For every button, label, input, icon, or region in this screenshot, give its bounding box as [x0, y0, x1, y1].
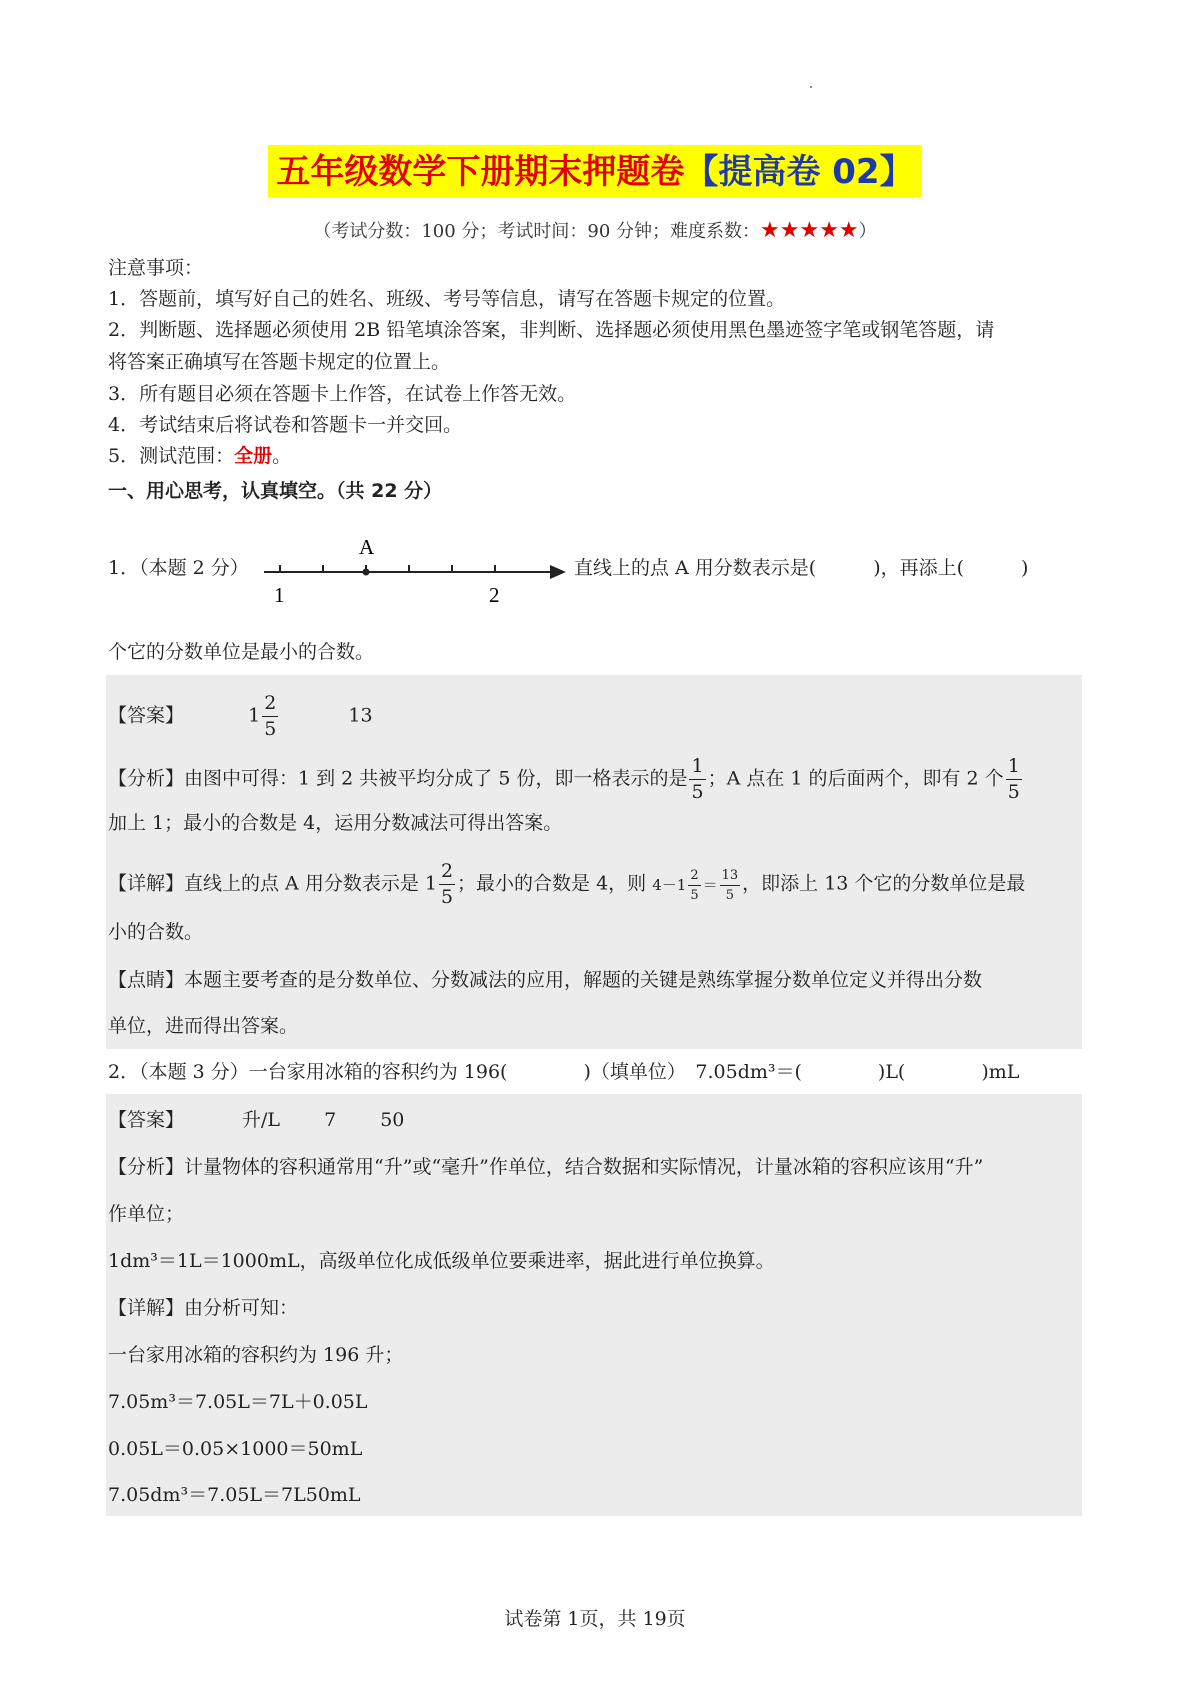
q2-analysis — [108, 1155, 983, 1179]
q2-question: 2．（本题 3 分）一台家用冰箱的容积约为 196( )（填单位） 7.05dm³＝( )L( )mL — [108, 1061, 1020, 1083]
q1-analysis-cont: 加上 1；最小的合数是 4，运用分数减法可得出答案。 — [108, 812, 563, 834]
answer-numerator: 2 — [262, 694, 278, 717]
q1-point-cont: 单位，进而得出答案。 — [108, 1015, 299, 1037]
frac-num: 2 — [688, 869, 700, 886]
q2-detail-line-4: 0.05L＝0.05×1000＝50mL — [108, 1438, 363, 1460]
note-2-cont: 将答案正确填写在答题卡规定的位置上。 — [108, 351, 451, 373]
note-5 — [108, 444, 291, 468]
frac-num: 1 — [689, 757, 705, 780]
frac-den: 5 — [690, 888, 699, 903]
point-a-marker — [363, 569, 370, 576]
q2-analysis-cont: 作单位； — [108, 1203, 185, 1225]
answer-second: 13 — [348, 704, 373, 727]
answer-tag: 【答案】 — [108, 704, 185, 727]
answer-values: 升/L 7 50 — [242, 1109, 405, 1131]
detail-tag: 【详解】 — [108, 872, 185, 895]
analysis-tag: 【分析】 — [108, 767, 185, 790]
detail-text-3: ，即添上 13 个它的分数单位是最 — [742, 872, 1026, 895]
tick-label-1: 1 — [274, 583, 285, 607]
answer-fraction — [262, 694, 278, 739]
tick-label-2: 2 — [489, 583, 500, 607]
expr-eq: ＝ — [702, 875, 718, 894]
exam-info-close: ） — [858, 221, 877, 242]
note-3: 3．所有题目必须在答题卡上作答，在试卷上作答无效。 — [108, 383, 577, 405]
q1-detail — [108, 862, 1025, 907]
q2-detail-line-3: 7.05m³＝7.05L＝7L＋0.05L — [108, 1391, 368, 1413]
q2-detail-line-2: 一台家用冰箱的容积约为 196 升； — [108, 1344, 404, 1366]
analysis-tag: 【分析】 — [108, 1156, 185, 1178]
analysis-text-1: 由图中可得：1 到 2 共被平均分成了 5 份，即一格表示的是 — [184, 767, 688, 790]
q1-question-text: 直线上的点 A 用分数表示是( )，再添上( ) — [574, 557, 1029, 579]
detail-text-1: 直线上的点 A 用分数表示是 1 — [184, 872, 437, 895]
stray-dot — [810, 86, 812, 88]
point-a-label: A — [359, 535, 375, 559]
answer-tag: 【答案】 — [108, 1109, 185, 1131]
q1-analysis — [108, 757, 1024, 802]
fraction-two-fifths — [439, 862, 455, 907]
frac-den: 5 — [1007, 781, 1020, 803]
answer-denominator: 5 — [264, 718, 277, 740]
q2-detail-line-5: 7.05dm³＝7.05L＝7L50mL — [108, 1484, 361, 1506]
analysis-text: 计量物体的容积通常用“升”或“毫升”作单位，结合数据和实际情况，计量冰箱的容积应该用“升” — [184, 1156, 984, 1178]
notes-heading: 注意事项： — [108, 257, 204, 279]
page-footer: 试卷第 1页，共 19页 — [504, 1608, 686, 1630]
detail-tag: 【详解】 — [108, 1297, 185, 1319]
note-4: 4．考试结束后将试卷和答题卡一并交回。 — [108, 414, 463, 436]
frac-num: 13 — [720, 869, 741, 886]
expr-result — [720, 869, 741, 902]
point-text: 本题主要考查的是分数单位、分数减法的应用，解题的关键是熟练掌握分数单位定义并得出分数 — [184, 969, 983, 991]
q1-detail-cont: 小的合数。 — [108, 921, 204, 943]
expr-part: 4－1 — [652, 875, 687, 894]
q1-question-cont: 个它的分数单位是最小的合数。 — [108, 641, 375, 663]
q2-detail — [108, 1296, 298, 1320]
note-5-prefix: 5．测试范围： — [108, 445, 235, 467]
q1-point — [108, 968, 982, 992]
q2-analysis-rule: 1dm³＝1L＝1000mL，高级单位化成低级单位要乘进率，据此进行单位换算。 — [108, 1250, 775, 1272]
answer-whole: 1 — [248, 704, 261, 727]
title-tag: 【提高卷 02】 — [684, 152, 914, 192]
exam-info — [0, 217, 1190, 243]
detail-text: 由分析可知： — [184, 1297, 299, 1319]
detail-expression — [652, 868, 742, 903]
q1-answer — [108, 694, 373, 739]
point-tag: 【点睛】 — [108, 969, 185, 991]
frac-den: 5 — [440, 886, 454, 908]
section-1-title: 一、用心思考，认真填空。（共 22 分） — [108, 480, 443, 502]
title-container — [0, 145, 1190, 197]
frac-num: 2 — [439, 862, 455, 885]
fraction-one-fifth-2 — [1006, 757, 1022, 802]
q2-answer — [108, 1108, 404, 1132]
note-5-suffix: 。 — [272, 445, 292, 467]
fraction-one-fifth — [689, 757, 705, 802]
frac-den: 5 — [691, 781, 704, 803]
difficulty-stars: ★★★★★ — [760, 218, 859, 243]
number-line-diagram — [258, 532, 570, 610]
q1-label: 1．（本题 2 分） — [108, 557, 249, 579]
frac-num: 1 — [1006, 757, 1022, 780]
frac-den: 5 — [725, 888, 735, 903]
detail-text-2: ；最小的合数是 4，则 — [457, 872, 647, 895]
note-1: 1．答题前，填写好自己的姓名、班级、考号等信息，请写在答题卡规定的位置。 — [108, 288, 786, 310]
number-line-ticks — [280, 565, 495, 572]
exam-info-text: （考试分数：100 分；考试时间：90 分钟；难度系数： — [313, 221, 761, 242]
analysis-text-2: ；A 点在 1 的后面两个，即有 2 个 — [707, 767, 1004, 790]
note-2: 2．判断题、选择题必须使用 2B 铅笔填涂答案，非判断、选择题必须使用黑色墨迹签字笔或钢笔答题，请 — [108, 319, 995, 341]
title-main: 五年级数学下册期末押题卷 — [276, 152, 685, 192]
number-line-arrow — [550, 565, 566, 579]
page-title — [268, 145, 921, 197]
expr-frac — [688, 869, 700, 902]
test-scope: 全册 — [234, 445, 273, 467]
